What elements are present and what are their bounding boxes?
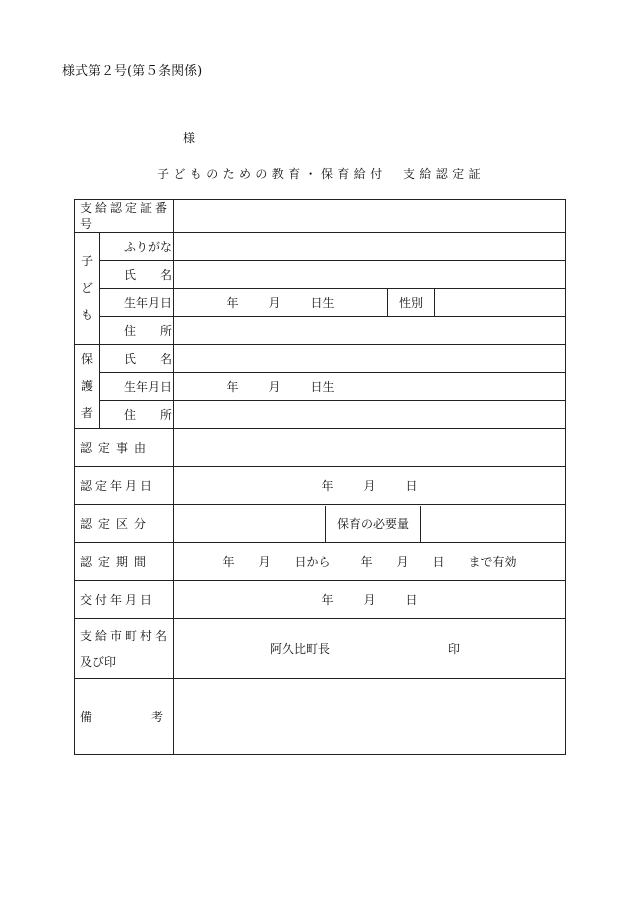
child-furigana-label: ふりがな [100,233,174,261]
certificate-number-field[interactable] [174,200,566,233]
child-birthdate-label: 生年月日 [100,289,174,317]
row-guardian-birthdate [75,373,566,401]
category-field[interactable] [174,506,325,542]
period-start-day-unit: 日から [294,554,331,569]
row-guardian-address [75,401,566,429]
row-child-birthdate [75,289,566,317]
child-address-label: 住 所 [100,317,174,345]
period-label: 認定期間 [75,543,174,581]
row-certificate-number [75,200,566,233]
reason-label: 認定事由 [75,429,174,467]
issue-day-unit: 日 [405,592,418,607]
municipality-name: 阿久比町長 [270,641,331,656]
period-field[interactable] [174,543,566,581]
guardian-group-char: 保 [80,352,93,366]
remarks-label [75,679,174,755]
guardian-group-label [75,345,100,429]
child-furigana-field[interactable] [174,233,566,261]
municipality-label-line1: 支給市町村名 [80,628,171,643]
child-birth-day-unit: 日生 [310,295,335,310]
guardian-address-field[interactable] [174,401,566,429]
municipality-cell [174,619,566,679]
seal-mark: 印 [448,641,461,656]
remarks-char: 考 [151,709,164,724]
guardian-birthdate-label: 生年月日 [100,373,174,401]
child-sex-field[interactable] [435,289,565,316]
date-label: 認定年月日 [75,467,174,505]
row-reason [75,429,566,467]
period-end-day-unit: 日 [432,554,445,569]
row-municipality [75,619,566,679]
municipality-label-line2: 及び印 [80,654,117,669]
period-start-year-unit: 年 [222,554,235,569]
reason-field[interactable] [174,429,566,467]
addressee-suffix: 様 [183,131,196,145]
issue-month-unit: 月 [363,592,376,607]
row-issue-date [75,581,566,619]
child-birth-month-unit: 月 [268,295,281,310]
guardian-birth-month-unit: 月 [268,379,281,394]
child-address-field[interactable] [174,317,566,345]
period-start-month-unit: 月 [258,554,271,569]
date-day-unit: 日 [405,478,418,493]
row-remarks [75,679,566,755]
row-child-name [75,261,566,289]
care-amount-label: 保育の必要量 [325,506,421,542]
remarks-char: 備 [80,709,93,724]
date-month-unit: 月 [363,478,376,493]
guardian-birthdate-field[interactable] [174,379,387,395]
child-birthdate-cell [174,289,566,317]
period-end-year-unit: 年 [360,554,373,569]
row-child-furigana [75,233,566,261]
certificate-number-label: 支給認定証番号 [75,200,174,233]
row-guardian-name [75,345,566,373]
guardian-group-char: 者 [80,406,93,420]
category-cell [174,505,566,543]
row-date [75,467,566,505]
child-birth-year-unit: 年 [226,295,239,310]
care-amount-field[interactable] [421,506,565,542]
period-valid-until: まで有効 [468,554,517,569]
category-label: 認定区分 [75,505,174,543]
guardian-name-field[interactable] [174,345,566,373]
row-child-address [75,317,566,345]
child-birthdate-field[interactable] [174,295,387,311]
form-number: 様式第２号(第５条関係) [62,64,203,79]
guardian-name-label: 氏 名 [100,345,174,373]
remarks-field[interactable] [174,679,566,755]
child-group-char: 子 [80,254,93,268]
issue-date-field[interactable] [174,581,566,619]
date-year-unit: 年 [321,478,334,493]
issue-year-unit: 年 [321,592,334,607]
guardian-address-label: 住 所 [100,401,174,429]
guardian-birthdate-cell[interactable] [174,373,566,401]
child-group-char: ど [80,281,93,295]
row-period [75,543,566,581]
row-category [75,505,566,543]
document-title: 子どものための教育・保育給付 支給認定証 [157,167,486,181]
certificate-form-table [74,199,566,755]
child-name-field[interactable] [174,261,566,289]
child-sex-label: 性別 [387,289,435,316]
date-field[interactable] [174,467,566,505]
guardian-group-char: 護 [80,379,93,393]
child-name-label: 氏 名 [100,261,174,289]
period-end-month-unit: 月 [396,554,409,569]
municipality-label [75,619,174,679]
guardian-birth-day-unit: 日生 [310,379,335,394]
issue-date-label: 交付年月日 [75,581,174,619]
child-group-char: も [80,308,93,322]
guardian-birth-year-unit: 年 [226,379,239,394]
child-group-label [75,233,100,345]
